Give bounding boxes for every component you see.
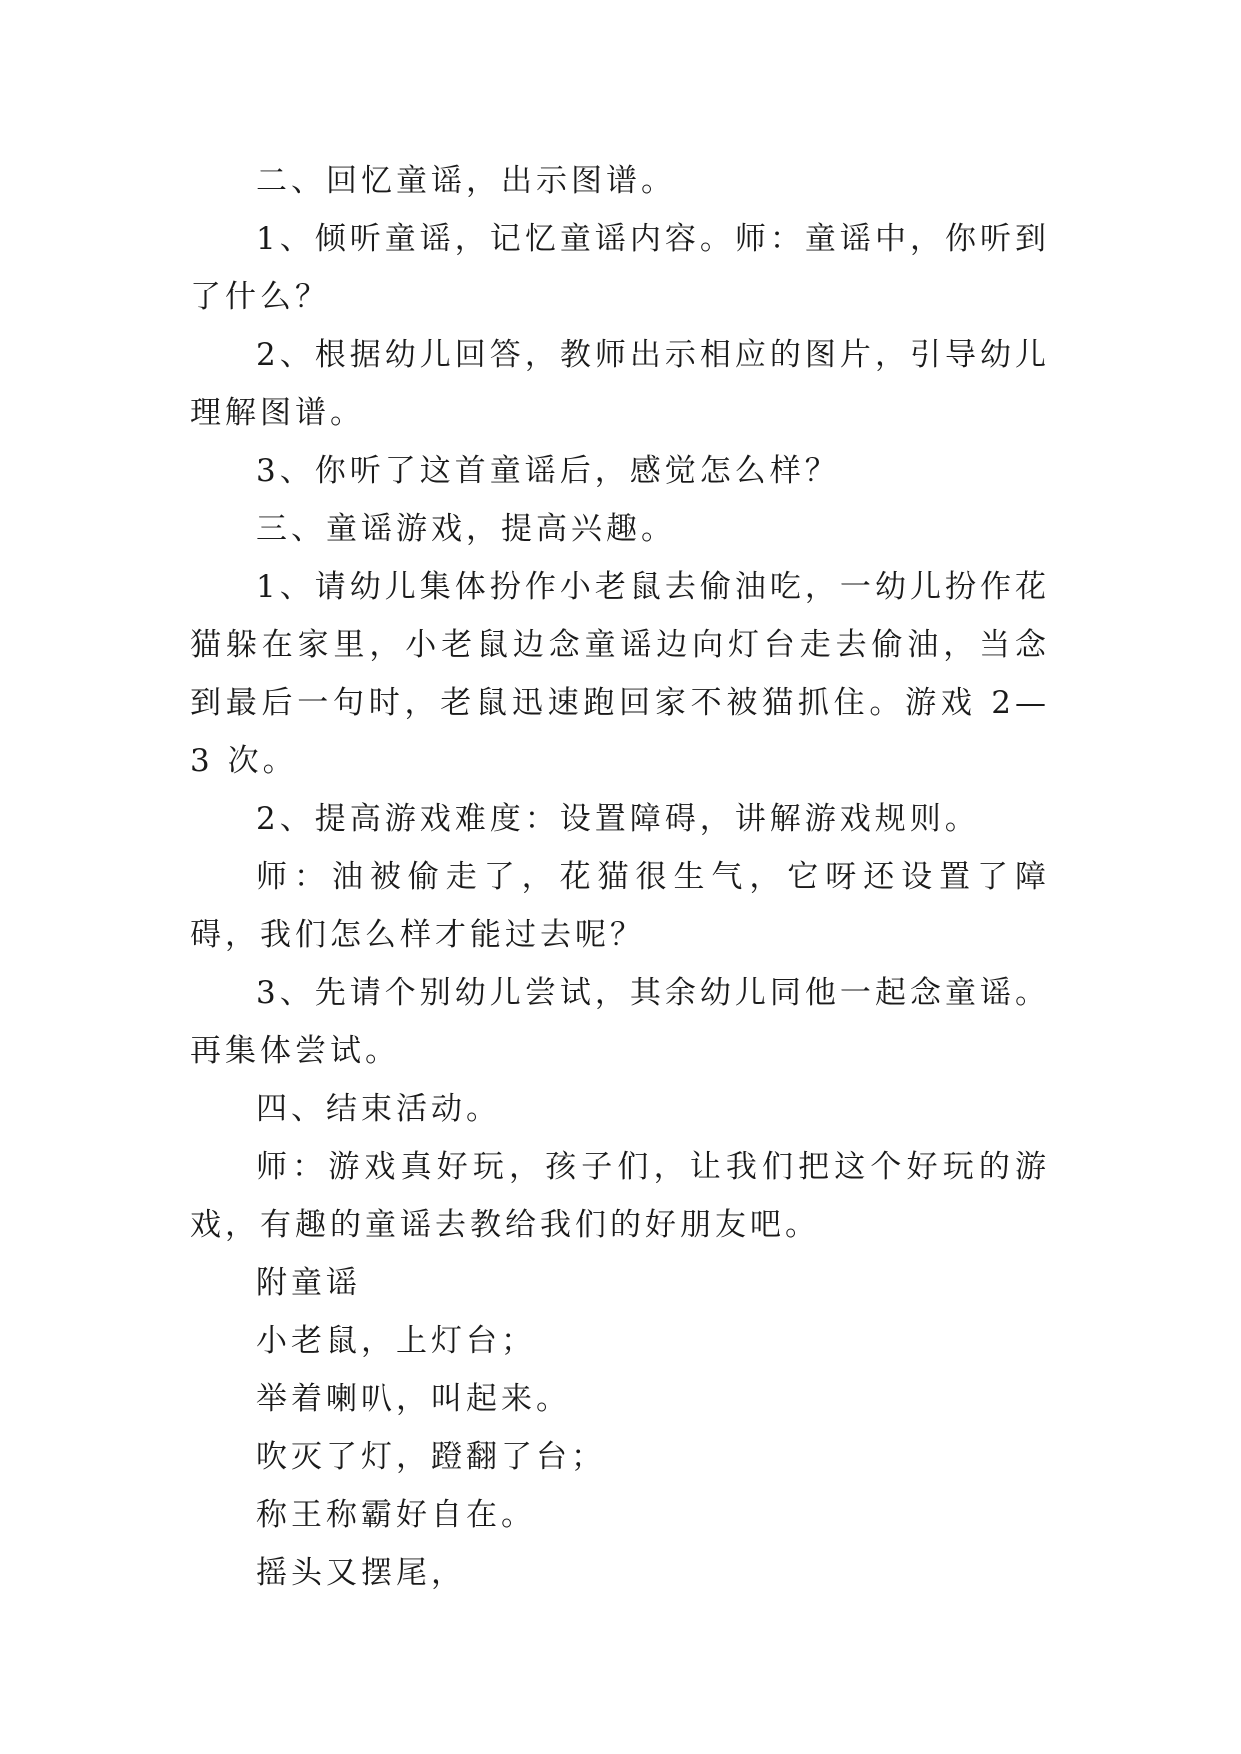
document-body (190, 152, 1050, 1602)
paragraph-feeling: 3、你听了这首童谣后，感觉怎么样？ (256, 453, 840, 489)
section-heading-end: 四、结束活动。 (256, 1091, 501, 1127)
paragraph-closing: 师：游戏真好玩，孩子们，让我们把这个好玩的游戏，有趣的童谣去教给我们的好朋友吧。 (190, 1149, 1050, 1243)
section-heading-recall: 二、回忆童谣，出示图谱。 (256, 163, 676, 199)
verse-line: 举着喇叭，叫起来。 (256, 1381, 571, 1417)
paragraph-show-pictures: 2、根据幼儿回答，教师出示相应的图片，引导幼儿理解图谱。 (190, 337, 1050, 431)
section-heading-game: 三、童谣游戏，提高兴趣。 (256, 511, 676, 547)
verse-line: 称王称霸好自在。 (256, 1497, 536, 1533)
paragraph-teacher-question: 师：油被偷走了，花猫很生气，它呀还设置了障碍，我们怎么样才能过去呢？ (190, 859, 1050, 953)
paragraph-difficulty: 2、提高游戏难度：设置障碍，讲解游戏规则。 (256, 801, 980, 837)
appendix-title: 附童谣 (256, 1265, 361, 1301)
verse-line: 摇头又摆尾， (256, 1555, 466, 1591)
paragraph-game-intro: 1、请幼儿集体扮作小老鼠去偷油吃，一幼儿扮作花猫躲在家里，小老鼠边念童谣边向灯台走去偷油，当念到最后一句时，老鼠迅速跑回家不被猫抓住。游戏 2—3 次。 (190, 569, 1050, 779)
verse-line: 吹灭了灯，蹬翻了台； (256, 1439, 606, 1475)
paragraph-listen: 1、倾听童谣，记忆童谣内容。师：童谣中，你听到了什么？ (190, 221, 1050, 315)
verse-line: 小老鼠，上灯台； (256, 1323, 536, 1359)
paragraph-try: 3、先请个别幼儿尝试，其余幼儿同他一起念童谣。再集体尝试。 (190, 975, 1050, 1069)
